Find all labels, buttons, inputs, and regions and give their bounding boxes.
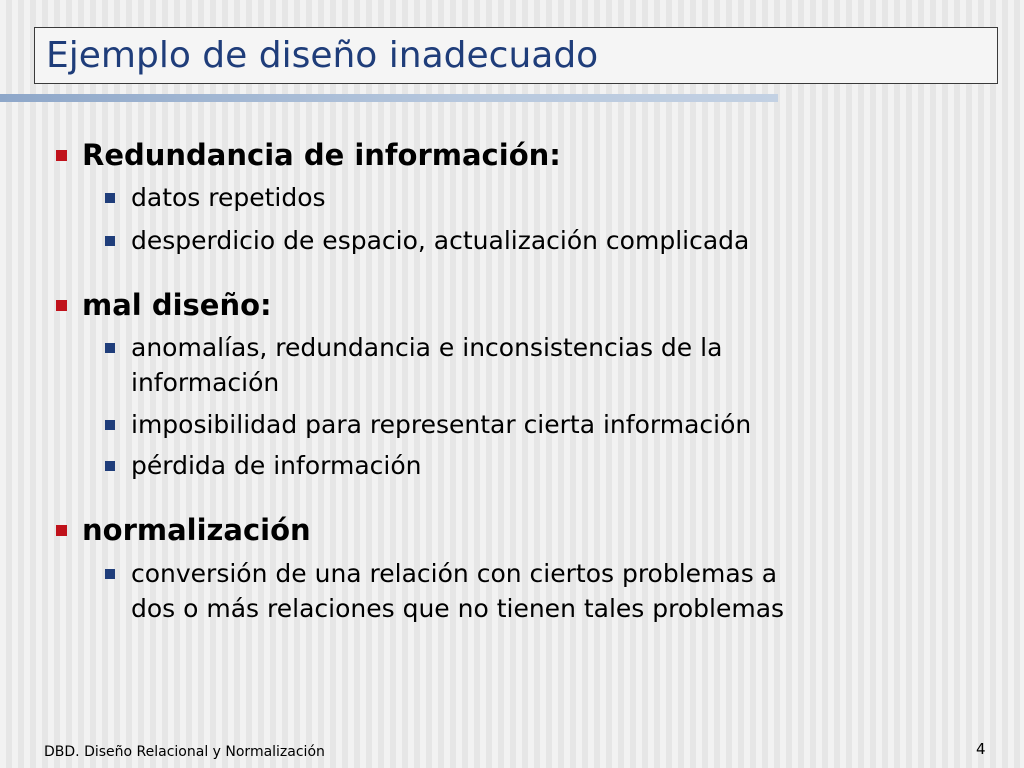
square-bullet-icon <box>56 300 67 311</box>
list-item-text: anomalías, redundancia e inconsistencias de la <box>131 333 723 362</box>
section-heading-text: mal diseño: <box>82 288 272 322</box>
square-bullet-icon <box>105 343 115 353</box>
list-item-perdida <box>131 449 421 483</box>
square-bullet-icon <box>105 236 115 246</box>
square-bullet-icon <box>105 420 115 430</box>
section-heading-redundancia <box>82 138 561 172</box>
section-heading-mal-diseno <box>82 288 272 322</box>
list-item-anomalias <box>131 331 722 365</box>
square-bullet-icon <box>56 525 67 536</box>
list-item-conversion <box>131 557 777 591</box>
list-item-conversion-continuation <box>131 592 784 626</box>
square-bullet-icon <box>56 150 67 161</box>
list-item-text: datos repetidos <box>131 183 326 212</box>
page-number: 4 <box>976 740 986 758</box>
list-item-text: pérdida de información <box>131 451 422 480</box>
slide-title: Ejemplo de diseño inadecuado <box>46 35 599 76</box>
list-item-text: imposibilidad para representar cierta información <box>131 410 752 439</box>
square-bullet-icon <box>105 193 115 203</box>
section-heading-text: normalización <box>82 513 311 547</box>
list-item-text: información <box>131 368 280 397</box>
list-item-desperdicio <box>131 224 749 258</box>
list-item-text: conversión de una relación con ciertos problemas a <box>131 559 778 588</box>
list-item-datos-repetidos <box>131 181 326 215</box>
square-bullet-icon <box>105 569 115 579</box>
list-item-text: dos o más relaciones que no tienen tales problemas <box>131 594 785 623</box>
footer-text: DBD. Diseño Relacional y Normalización <box>44 744 325 760</box>
list-item-text: desperdicio de espacio, actualización complicada <box>131 226 750 255</box>
section-heading-text: Redundancia de información: <box>82 138 561 172</box>
square-bullet-icon <box>105 461 115 471</box>
section-heading-normalizacion <box>82 513 311 547</box>
list-item-imposibilidad <box>131 408 751 442</box>
list-item-anomalias-continuation <box>131 366 279 400</box>
